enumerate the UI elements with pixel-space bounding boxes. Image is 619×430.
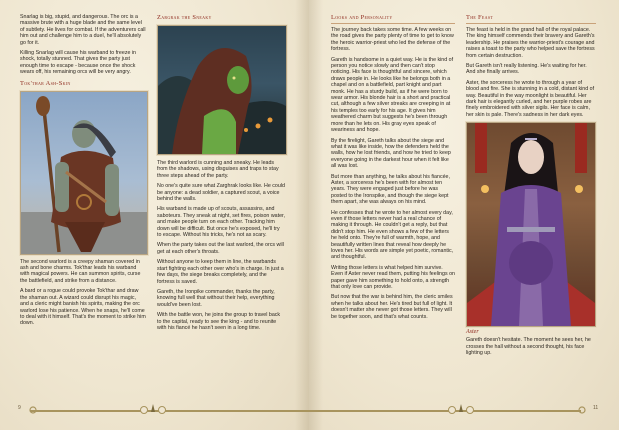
footer-rule-right xyxy=(309,410,581,412)
center-flourish-icon xyxy=(446,402,476,416)
paragraph: No one's quite sure what Zarghrak looks like. He could be anyone: a dead soldier, a captured scout, a voice behind the walls. xyxy=(157,183,285,203)
left-column-2 xyxy=(157,14,285,335)
paragraph: Aster, the sorceress he wrote to through a year of blood and fire. She is stunning in a cold, distant kind of way. Beautiful in the way moonlight is beautiful. Her dark hair is elegantly curled, and her purple robes are finely embroidered with silver sigils. Her face is calm, her skin is pale. There's sadness in her dark eyes. xyxy=(466,79,595,118)
aster-illustration xyxy=(466,122,596,327)
section-heading-zargrak: Zargrak the Sneaky xyxy=(157,14,212,21)
footer-ornament-icon xyxy=(28,405,38,415)
paragraph: By the firelight, Gareth talks about the siege and what it was like inside, how the defenders held the walls, how he lost friends, and how he tried to keep everyone going in the darkest hour when it felt like all was lost. xyxy=(331,137,451,170)
left-page xyxy=(0,0,309,430)
paragraph: The journey back takes some time. A few weeks on the road gives the party plenty of time to get to know the heroic warrior-priest who led the defense of the fortress. xyxy=(331,27,454,53)
zargrak-illustration xyxy=(157,25,287,155)
paragraph: He confesses that he wrote to her almost every day, even if those letters never had a real chance of making it through. He couldn't get a reply, but that didn't stop him. He even shows a few of the letters he held onto. They're full of warmth, hope, and beautifully written lines that reveal how deeply he loves her. His words are simple yet poetic, romantic, and thoughtful. xyxy=(331,209,454,261)
paragraph: The third warlord is cunning and sneaky. He leads from the shadows, using disguises and traps to stay three steps ahead of the party. xyxy=(157,160,279,179)
footer-rule-left xyxy=(30,410,309,412)
paragraph: When the party takes out the last warlord, the orcs will get at each other's throats. xyxy=(157,242,284,255)
page-number-right: 11 xyxy=(593,405,599,411)
gutter-shadow xyxy=(309,0,323,430)
section-heading-looks: Looks and Personality xyxy=(331,14,455,24)
paragraph: Writing those letters is what helped him survive. Even if Aster never read them, putting his feelings on paper gave him something to hold onto, a strength that only love can provide. xyxy=(331,264,455,291)
section-heading-tokthar: Tok'thar Ash-Skin xyxy=(20,79,71,87)
paragraph: His warband is made up of scouts, assassins, and saboteurs. They sneak at night, set fires, poison water, and make people turn on each other. Tracking him down will be difficult. But once he's exposed, he'll try to escape. Without his tricks, he's not as scary. xyxy=(157,206,285,239)
right-column-2 xyxy=(466,14,596,361)
section-heading-feast: The Feast xyxy=(466,14,596,24)
center-flourish-icon xyxy=(138,402,168,416)
paragraph: The feast is held in the grand hall of the royal palace. The king himself commends their bravery and Gareth's leadership. He praises the warrior-priest's courage and raises a toast to the party who helped save the fortress from certain destruction. xyxy=(466,27,595,59)
paragraph: The second warlord is a creepy shaman covered in ash and bone charms. Tok'thar leads his warband with magical powers. He can summon spirits, curse the battlefield, and strike from a distance. xyxy=(20,258,141,284)
paragraph: Gareth is handsome in a quiet way. He is the kind of person you notice slowly and then can't stop noticing. His face is thoughtful and sincere, which draws people in. He looks like he belongs both in a chapel and on a battlefield, part knight and part monk. He has a sturdy build, as if he were born to wear armor. His blonde hair is a short and practical cut, although a few silver streaks are creeping in at his temples too early for his age. It gives him weathered charm but suggests he's been through more than he lets on. His gray eyes speak of weariness and hope. xyxy=(331,56,454,134)
paragraph: A bard or a rogue could provoke Tok'thar and draw the shaman out. A wizard could disrupt his magic, and a cleric might banish his spirits, making the orc warlord lose his patience. When he snaps, he'll come to deal with it himself. That's the moment to strike him down. xyxy=(20,288,146,327)
page-number-left: 9 xyxy=(18,405,21,411)
tokthar-illustration xyxy=(20,91,148,255)
image-caption-aster: Aster xyxy=(466,329,479,336)
left-column-1 xyxy=(20,14,146,331)
paragraph: Without anyone to keep them in line, the warbands start fighting each other over who's in charge. In just a few days, the siege breaks completely, and the fortress is saved. xyxy=(157,259,284,285)
paragraph: Snarlag is big, stupid, and dangerous. The orc is a massive brute with a huge blade and the same level of subtlety. He lives for combat. If the adventurers call him out and challenge him to a duel, he'll absolutely go for it. xyxy=(20,14,146,46)
paragraph: Gareth, the Ironpike commander, thanks the party, knowing full well that without their help, everything would've been lost. xyxy=(157,288,275,308)
right-page xyxy=(309,0,619,430)
paragraph: But more than anything, he talks about his fiancée, Aster, a sorceress he's been with for almost ten years. They were engaged just before he was posted to the Ironspike, and though the siege kept them apart, she was always on his mind. xyxy=(331,173,450,206)
paragraph: But Gareth isn't really listening. He's waiting for her. And she finally arrives. xyxy=(466,63,587,76)
paragraph: Killing Snarlag will cause his warband to freeze in shock, totally stunned. That gives the party just enough time to escape - because once the shock wears off, his remaining orcs will be very angry. xyxy=(20,50,137,76)
footer-ornament-icon xyxy=(577,405,587,415)
paragraph: But now that the war is behind him, the cleric smiles when he talks about her. He's tired but full of light. It doesn't matter she never got those letters. They will be together soon, and that's what counts. xyxy=(331,294,453,320)
paragraph: With the battle won, he joins the group to travel back to the capital, ready to see the king - and to reunite with his fiancé he hasn't seen in a long time. xyxy=(157,312,281,331)
paragraph: Gareth doesn't hesitate. The moment he sees her, he crosses the hall without a second thought, his face lighting up. xyxy=(466,337,591,357)
gutter-shadow xyxy=(295,0,309,430)
right-column-1 xyxy=(331,14,455,324)
